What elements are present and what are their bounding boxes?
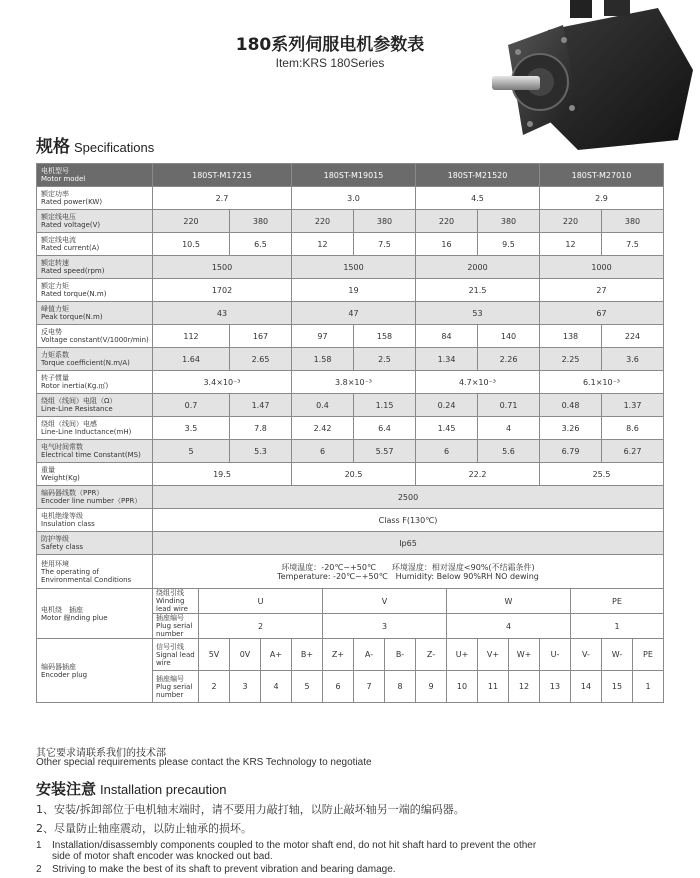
- table-cell: 13: [540, 671, 571, 703]
- specifications-heading-en: Specifications: [74, 140, 155, 155]
- table-cell: 220: [292, 210, 354, 233]
- table-cell: 4: [261, 671, 292, 703]
- table-cell: 2.26: [478, 348, 540, 371]
- row-label: 峰值力矩 Peak torque(N.m): [37, 302, 153, 325]
- table-row: [37, 639, 664, 671]
- other-requirements-zh: 其它要求请联系我们的技术部: [36, 748, 166, 759]
- table-cell: 12: [509, 671, 540, 703]
- table-row: [37, 463, 664, 486]
- table-cell: 9: [416, 671, 447, 703]
- table-cell: W: [447, 589, 571, 614]
- installation-zh-item: 1、安装/拆卸部位于电机轴末端时，请不要用力敲打轴，以防止敲坏轴另一端的编码器。: [36, 803, 465, 816]
- table-cell: U+: [447, 639, 478, 671]
- table-row: [37, 302, 664, 325]
- table-cell: 2.5: [354, 348, 416, 371]
- table-cell: 2.42: [292, 417, 354, 440]
- row-label: 反电势 Voltage constant(V/1000r/min): [37, 325, 153, 348]
- table-row: [37, 371, 664, 394]
- environment-cell: [153, 555, 664, 589]
- table-cell: 4: [478, 417, 540, 440]
- row-label: 额定功率 Rated power(KW): [37, 187, 153, 210]
- table-cell: 6: [292, 440, 354, 463]
- item-text-continued: side of motor shaft encoder was knocked out bad.: [52, 851, 273, 862]
- model-cell: 180ST-M19015: [292, 164, 416, 187]
- row-label: 绕组（线间）电感 Line-Line Inductance(mH): [37, 417, 153, 440]
- table-cell: 2.25: [540, 348, 602, 371]
- table-cell: 2.65: [230, 348, 292, 371]
- specifications-heading: [36, 132, 154, 157]
- table-cell: 10.5: [153, 233, 230, 256]
- table-cell: 380: [478, 210, 540, 233]
- table-row: [37, 486, 664, 509]
- table-cell: 5.3: [230, 440, 292, 463]
- row-label: 额定力矩 Rated torque(N.m): [37, 279, 153, 302]
- sub-label: 信号引线 Signal lead wire: [153, 639, 199, 671]
- table-cell: 21.5: [416, 279, 540, 302]
- table-cell: U-: [540, 639, 571, 671]
- installation-heading-zh: 安装注意: [36, 780, 97, 798]
- installation-en-item: [36, 864, 396, 875]
- row-label: 使用环境 The operating of Environmental Conditions: [37, 555, 153, 589]
- table-cell: 1: [633, 671, 664, 703]
- table-row: [37, 187, 664, 210]
- table-cell: A+: [261, 639, 292, 671]
- table-row: [37, 348, 664, 371]
- sub-label: 绕组引线 Winding lead wire: [153, 589, 199, 614]
- table-cell: U: [199, 589, 323, 614]
- table-cell: 5: [153, 440, 230, 463]
- table-cell: 4: [447, 614, 571, 639]
- installation-heading-en: Installation precaution: [100, 782, 227, 797]
- table-cell: 6: [323, 671, 354, 703]
- table-cell: 3.4×10⁻³: [153, 371, 292, 394]
- table-cell: 220: [416, 210, 478, 233]
- table-cell: B-: [385, 639, 416, 671]
- table-cell: 3.8×10⁻³: [292, 371, 416, 394]
- table-cell: 1.64: [153, 348, 230, 371]
- table-cell: 97: [292, 325, 354, 348]
- table-cell: PE: [633, 639, 664, 671]
- table-cell: 138: [540, 325, 602, 348]
- item-number: 2: [36, 864, 42, 875]
- table-cell: 0.71: [478, 394, 540, 417]
- row-label: 绕组（线间）电阻（Ω） Line-Line Resistance: [37, 394, 153, 417]
- table-cell: 6.27: [602, 440, 664, 463]
- row-label: 电机型号 Motor model: [37, 164, 153, 187]
- table-cell: 2.7: [153, 187, 292, 210]
- table-cell: Z+: [323, 639, 354, 671]
- row-label: 额定线电流 Rated current(A): [37, 233, 153, 256]
- table-row: [37, 532, 664, 555]
- installation-zh-item: 2、尽量防止轴座震动，以防止轴承的损坏。: [36, 822, 252, 835]
- table-cell: 220: [153, 210, 230, 233]
- table-cell: 7.5: [354, 233, 416, 256]
- table-cell: 1.45: [416, 417, 478, 440]
- table-cell: W-: [602, 639, 633, 671]
- table-cell: 5V: [199, 639, 230, 671]
- table-cell: 1.34: [416, 348, 478, 371]
- installation-heading: [36, 778, 227, 799]
- row-label: 重量 Weight(Kg): [37, 463, 153, 486]
- table-row: [37, 210, 664, 233]
- table-cell: 84: [416, 325, 478, 348]
- table-row: [37, 279, 664, 302]
- table-cell: 43: [153, 302, 292, 325]
- table-row: [37, 233, 664, 256]
- table-cell: 6.79: [540, 440, 602, 463]
- table-cell: Ip65: [153, 532, 664, 555]
- row-label: 电气时间常数 Electrical time Constant(MS): [37, 440, 153, 463]
- table-row: [37, 555, 664, 589]
- table-cell: 0V: [230, 639, 261, 671]
- table-cell: 2.9: [540, 187, 664, 210]
- item-text: Striving to make the best of its shaft to prevent vibration and bearing damage.: [52, 864, 396, 875]
- table-row: [37, 164, 664, 187]
- table-cell: 2000: [416, 256, 540, 279]
- table-cell: 0.48: [540, 394, 602, 417]
- table-cell: 47: [292, 302, 416, 325]
- table-cell: 53: [416, 302, 540, 325]
- table-cell: 7.8: [230, 417, 292, 440]
- page-title: 180系列伺服电机参数表: [235, 35, 425, 55]
- installation-en-item: [36, 840, 536, 862]
- table-cell: 0.7: [153, 394, 230, 417]
- table-cell: 3.0: [292, 187, 416, 210]
- table-cell: 8.6: [602, 417, 664, 440]
- table-cell: W+: [509, 639, 540, 671]
- table-row: [37, 256, 664, 279]
- item-text: Installation/disassembly components coupled to the motor shaft end, do not hit shaft hard to prevent the other: [52, 840, 537, 851]
- table-cell: PE: [571, 589, 664, 614]
- table-cell: 2: [199, 614, 323, 639]
- table-cell: 67: [540, 302, 664, 325]
- table-cell: 12: [540, 233, 602, 256]
- row-label: 电机绝缘等级 Insulation class: [37, 509, 153, 532]
- table-cell: 6.1×10⁻³: [540, 371, 664, 394]
- row-label: 额定转速 Rated speed(rpm): [37, 256, 153, 279]
- table-cell: 3: [323, 614, 447, 639]
- row-label: 编码器插座 Encoder plug: [37, 639, 153, 703]
- table-cell: 19: [292, 279, 416, 302]
- model-cell: 180ST-M21520: [416, 164, 540, 187]
- table-cell: B+: [292, 639, 323, 671]
- item-number: 1: [36, 840, 42, 851]
- table-cell: 0.4: [292, 394, 354, 417]
- table-cell: 4.7×10⁻³: [416, 371, 540, 394]
- table-cell: 1.37: [602, 394, 664, 417]
- table-cell: 2: [199, 671, 230, 703]
- servo-motor-image: [478, 0, 700, 150]
- table-cell: 1: [571, 614, 664, 639]
- table-cell: 9.5: [478, 233, 540, 256]
- table-cell: 3.6: [602, 348, 664, 371]
- table-row: [37, 417, 664, 440]
- table-cell: Z-: [416, 639, 447, 671]
- table-cell: 12: [292, 233, 354, 256]
- table-cell: 4.5: [416, 187, 540, 210]
- table-cell: V: [323, 589, 447, 614]
- table-cell: 5.57: [354, 440, 416, 463]
- table-cell: 1500: [153, 256, 292, 279]
- row-label: 额定线电压 Rated voltage(V): [37, 210, 153, 233]
- table-cell: 380: [230, 210, 292, 233]
- table-cell: 27: [540, 279, 664, 302]
- model-cell: 180ST-M27010: [540, 164, 664, 187]
- table-cell: 8: [385, 671, 416, 703]
- row-label: 电机绕 插座 Motor 線nding plue: [37, 589, 153, 639]
- table-cell: 19.5: [153, 463, 292, 486]
- table-cell: 1.47: [230, 394, 292, 417]
- table-cell: 380: [602, 210, 664, 233]
- specifications-heading-zh: 规格: [36, 137, 70, 157]
- table-cell: 224: [602, 325, 664, 348]
- table-cell: 6.5: [230, 233, 292, 256]
- page-subtitle: Item:KRS 180Series: [275, 56, 385, 70]
- table-cell: 112: [153, 325, 230, 348]
- table-cell: 7: [354, 671, 385, 703]
- table-cell: 25.5: [540, 463, 664, 486]
- table-cell: 3.5: [153, 417, 230, 440]
- table-cell: 11: [478, 671, 509, 703]
- row-label: 转子惯量 Rotor inertia(Kg.㎡): [37, 371, 153, 394]
- table-row: [37, 509, 664, 532]
- table-row: [37, 325, 664, 348]
- table-cell: 10: [447, 671, 478, 703]
- row-label: 编码器线数（PPR） Encoder line number（PPR）: [37, 486, 153, 509]
- table-cell: 22.2: [416, 463, 540, 486]
- table-cell: 16: [416, 233, 478, 256]
- table-cell: 1.15: [354, 394, 416, 417]
- table-cell: 5.6: [478, 440, 540, 463]
- sub-label: 插座编号 Plug serial number: [153, 614, 199, 639]
- table-cell: V-: [571, 639, 602, 671]
- table-cell: A-: [354, 639, 385, 671]
- table-cell: 1000: [540, 256, 664, 279]
- table-cell: 20.5: [292, 463, 416, 486]
- environment-zh: 环境温度：-20℃~+50℃ 环境湿度：相对湿度<90%(不结霜条件): [281, 562, 535, 572]
- table-cell: 7.5: [602, 233, 664, 256]
- table-cell: 220: [540, 210, 602, 233]
- table-cell: 14: [571, 671, 602, 703]
- specifications-table: [36, 163, 664, 703]
- table-cell: 1702: [153, 279, 292, 302]
- row-label: 力矩系数 Torque coefficient(N.m/A): [37, 348, 153, 371]
- table-row: [37, 440, 664, 463]
- model-cell: 180ST-M17215: [153, 164, 292, 187]
- table-cell: 1500: [292, 256, 416, 279]
- table-cell: 167: [230, 325, 292, 348]
- table-cell: 3: [230, 671, 261, 703]
- table-cell: 0.24: [416, 394, 478, 417]
- table-row: [37, 394, 664, 417]
- table-row: [37, 589, 664, 614]
- table-cell: 380: [354, 210, 416, 233]
- table-cell: Class F(130℃): [153, 509, 664, 532]
- table-cell: 158: [354, 325, 416, 348]
- table-cell: 15: [602, 671, 633, 703]
- table-cell: 5: [292, 671, 323, 703]
- table-cell: 6: [416, 440, 478, 463]
- table-cell: 2500: [153, 486, 664, 509]
- other-requirements-en: Other special requirements please contact the KRS Technology to negotiate: [36, 757, 372, 768]
- table-cell: 3.26: [540, 417, 602, 440]
- table-cell: 1.58: [292, 348, 354, 371]
- table-cell: V+: [478, 639, 509, 671]
- row-label: 防护等级 Safety class: [37, 532, 153, 555]
- environment-en: Temperature: -20℃~+50℃ Humidity: Below 90%RH NO dewing: [277, 571, 539, 581]
- sub-label: 插座编号 Plug serial number: [153, 671, 199, 703]
- table-cell: 140: [478, 325, 540, 348]
- table-cell: 6.4: [354, 417, 416, 440]
